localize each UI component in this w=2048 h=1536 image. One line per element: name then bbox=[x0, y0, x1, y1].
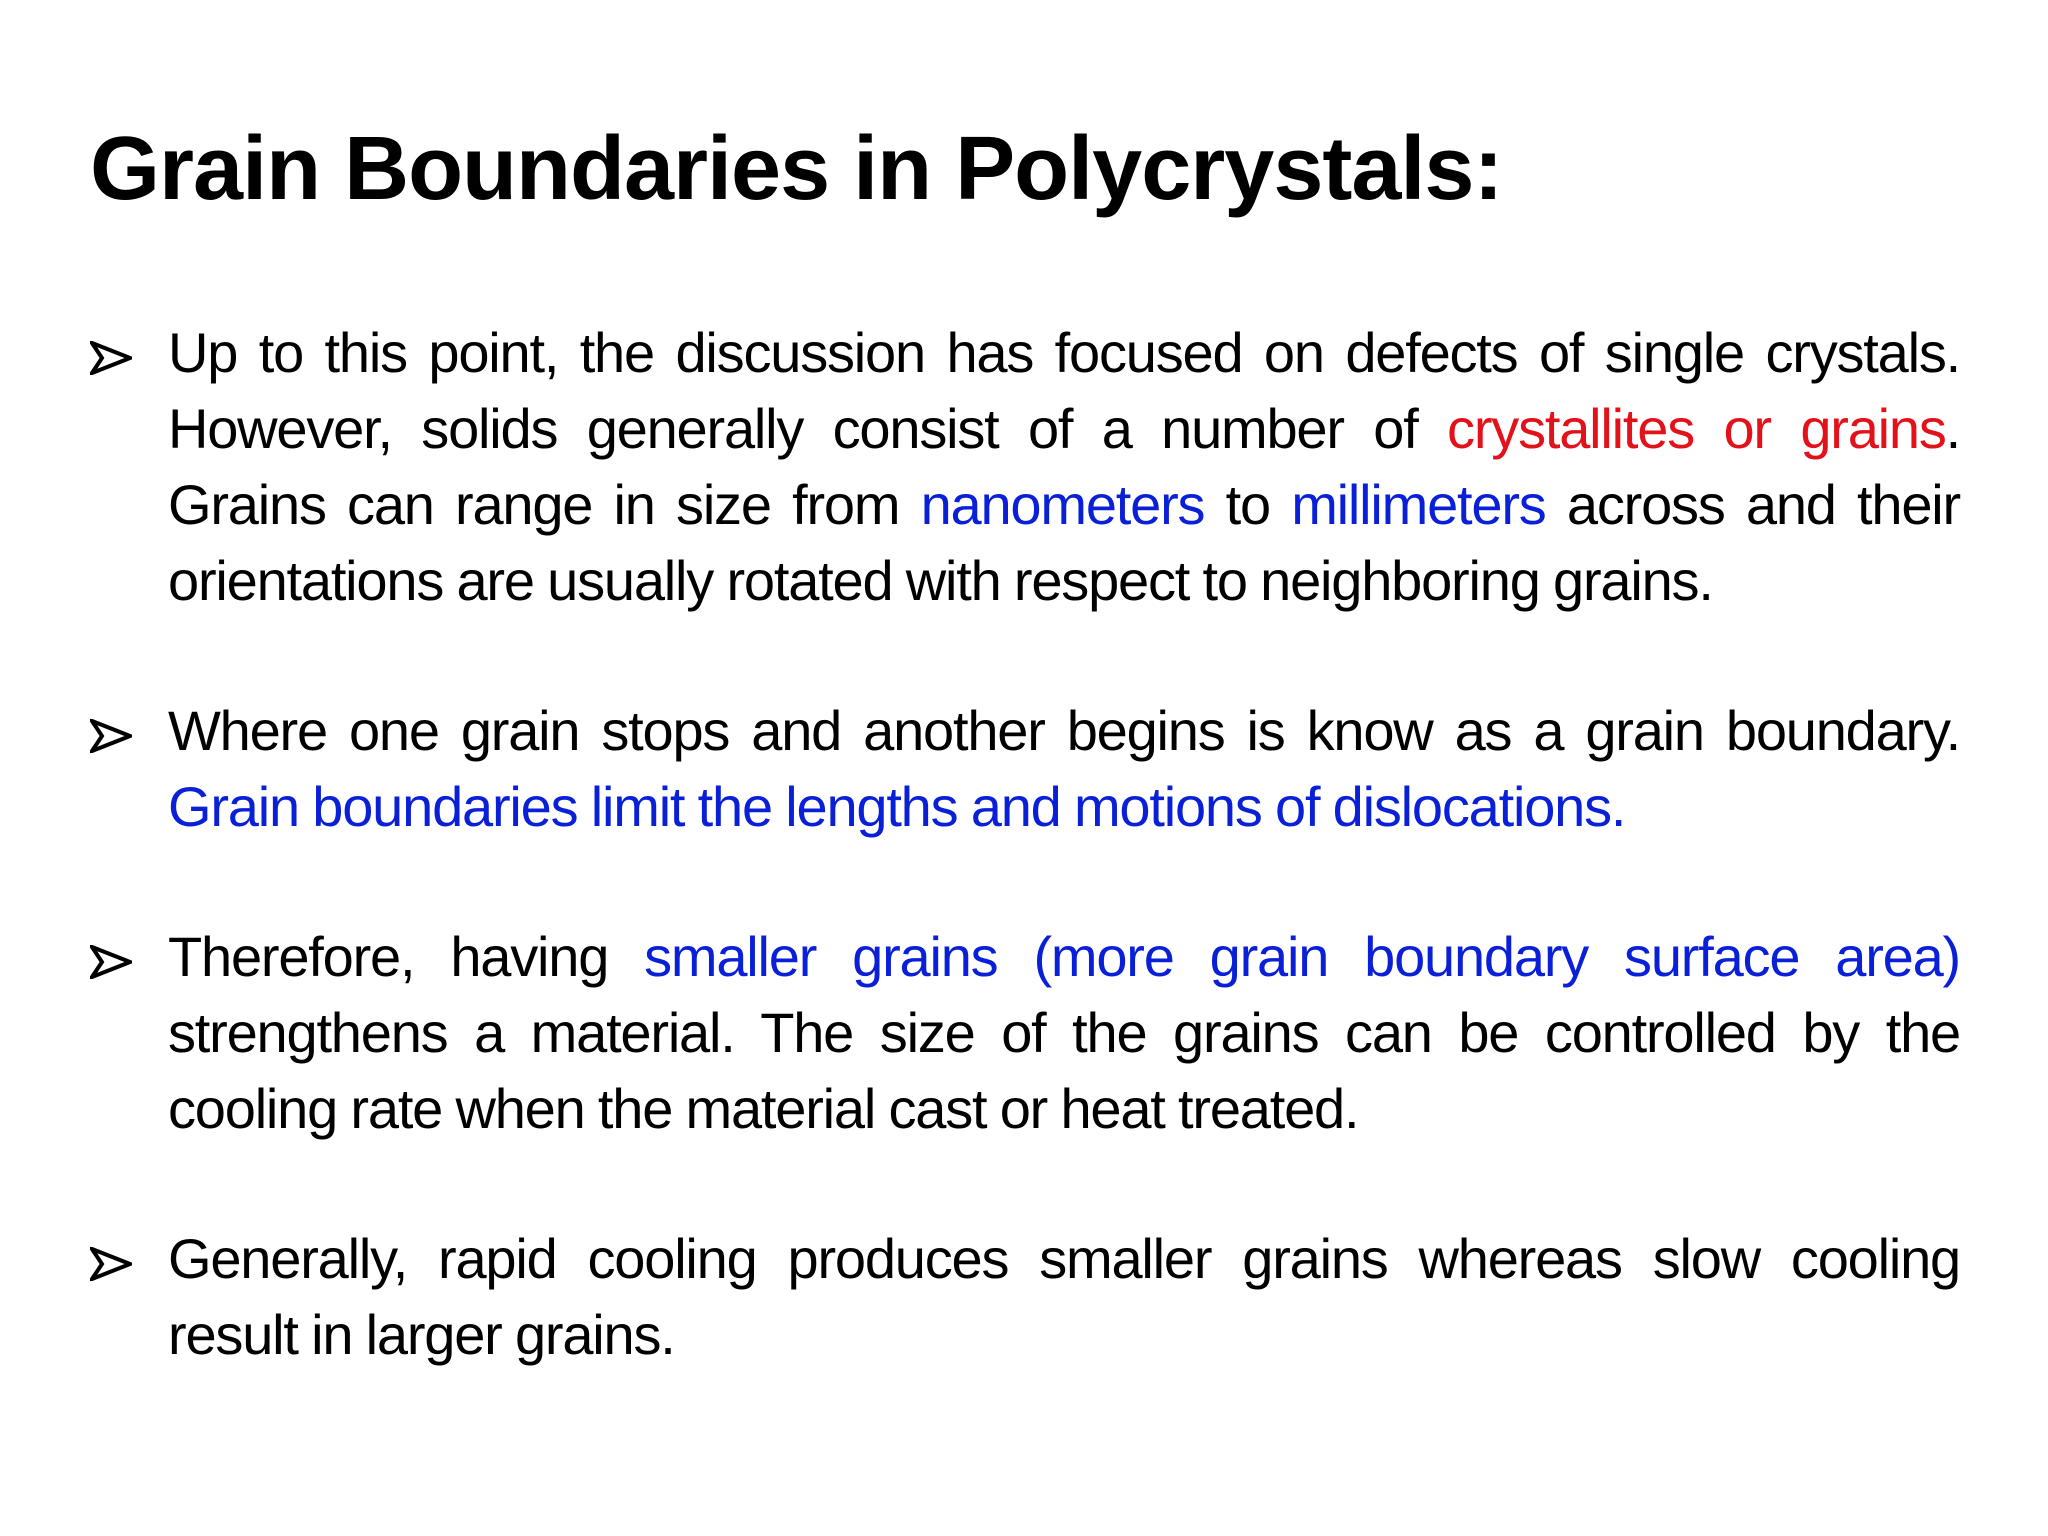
bullet-item-2 bbox=[90, 693, 1960, 845]
arrowhead-bullet-icon bbox=[90, 341, 132, 375]
arrowhead-bullet-icon bbox=[90, 945, 132, 979]
arrowhead-bullet-icon bbox=[90, 719, 132, 753]
bullet-1-blue-term-2: millimeters bbox=[1291, 473, 1546, 536]
bullet-list bbox=[90, 315, 1960, 1447]
bullet-1-text-mid2: to bbox=[1204, 473, 1292, 536]
bullet-item-3 bbox=[90, 919, 1960, 1147]
bullet-4-text: Generally, rapid cooling produces smaller grains whereas slow cooling result in larger grains. bbox=[168, 1227, 1960, 1366]
bullet-1-blue-term-1: nanometers bbox=[920, 473, 1205, 536]
slide-title: Grain Boundaries in Polycrystals: bbox=[90, 119, 1503, 219]
bullet-3-blue-phrase: smaller grains (more grain boundary surface area) bbox=[644, 925, 1960, 988]
bullet-2-blue-sentence: Grain boundaries limit the lengths and motions of dislocations. bbox=[168, 775, 1626, 838]
bullet-1-text-before: Up to this point, the discussion has focused on defects of single crystals. However, solids generally consist of a number of bbox=[168, 321, 1960, 460]
bullet-2-text-before: Where one grain stops and another begins is know as a grain boundary. bbox=[168, 699, 1960, 762]
bullet-item-1 bbox=[90, 315, 1960, 619]
bullet-item-4 bbox=[90, 1221, 1960, 1373]
bullet-1-text-after: across and their orientations are usually rotated with respect to neighboring grains. bbox=[168, 473, 1960, 612]
bullet-1-red-term: crystallites or grains bbox=[1447, 397, 1946, 460]
bullet-3-text-after: strengthens a material. The size of the grains can be controlled by the cooling rate when the material cast or heat treated. bbox=[168, 1001, 1960, 1140]
bullet-1-text-mid1: . Grains can range in size from bbox=[168, 397, 1960, 536]
bullet-3-text-before: Therefore, having bbox=[168, 925, 645, 988]
arrowhead-bullet-icon bbox=[90, 1247, 132, 1281]
